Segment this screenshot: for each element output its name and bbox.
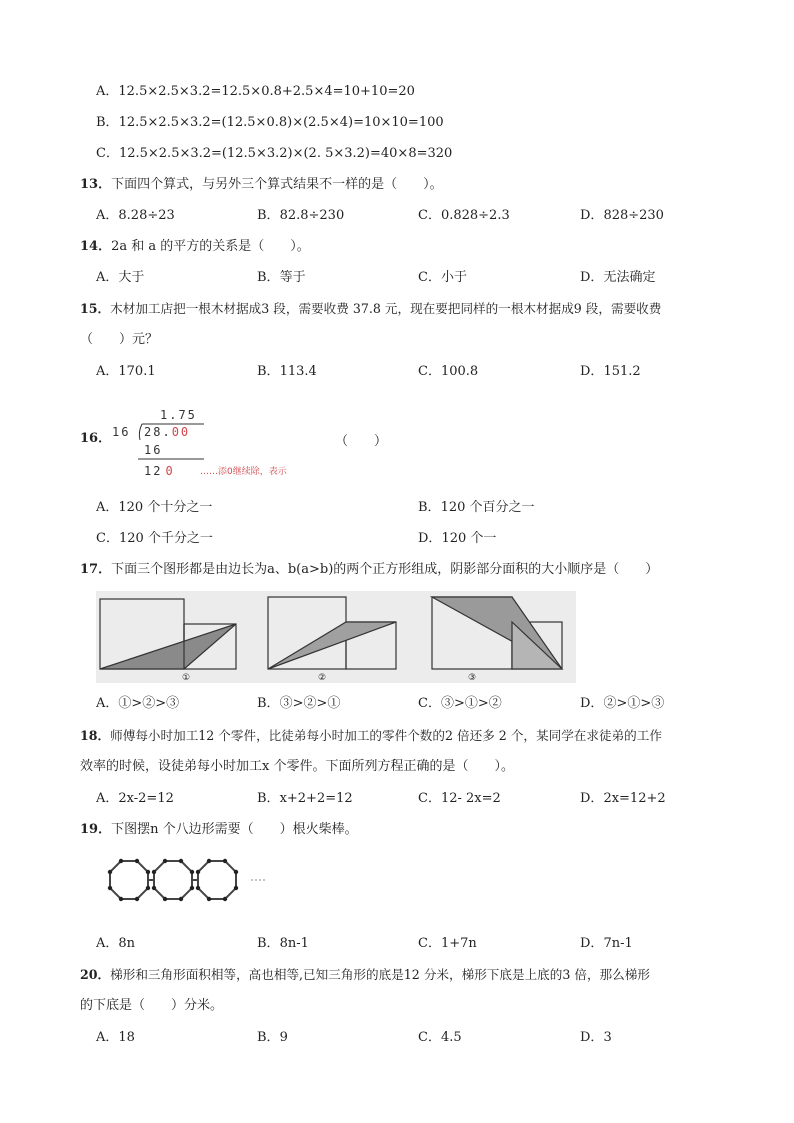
q18-option-d: D．2x=12+2: [580, 791, 666, 806]
q13-option-b: B．82.8÷230: [257, 208, 345, 223]
q15-option-b: B．113.4: [257, 364, 317, 379]
q15-stem-line1: 15．木材加工店把一根木材据成3 段，需要收费 37.8 元，现在要把同样的一根木材据成9 段，需要收费: [80, 301, 662, 316]
division-dividend-black: 28.: [144, 425, 172, 439]
q13-stem: 13．下面四个算式，与另外三个算式结果不一样的是（ ）。: [80, 177, 443, 192]
q16-option-c: C．120 个千分之一: [96, 531, 213, 546]
q17-option-d: D．②>①>③: [580, 696, 665, 711]
q13-option-c: C．0.828÷2.3: [418, 208, 510, 223]
q20-stem-line1: 20．梯形和三角形面积相等，高也相等,已知三角形的底是12 分米，梯形下底是上底的3 倍，那么梯形: [80, 967, 650, 982]
q19-stem: 19．下图摆n 个八边形需要（ ）根火柴棒。: [80, 822, 358, 837]
q19-option-c: C．1+7n: [418, 936, 477, 951]
q13-option-d: D．828÷230: [580, 208, 664, 223]
q19-option-a: A．8n: [96, 936, 136, 951]
q14-option-d: D．无法确定: [580, 270, 656, 285]
q20-option-b: B．9: [257, 1030, 288, 1045]
q16-option-d: D．120 个一: [418, 531, 497, 546]
q19-option-b: B．8n-1: [257, 936, 309, 951]
q18-option-a: A．2x-2=12: [96, 791, 174, 806]
division-dividend-red: 00: [171, 425, 191, 439]
q15-stem-line2: （ ）元？: [80, 332, 159, 347]
q13-option-a: A．8.28÷23: [96, 208, 175, 223]
q20-stem-line2: 的下底是（ ）分米。: [80, 998, 224, 1013]
q20-option-a: A．18: [96, 1030, 135, 1045]
q12-option-c: C．12.5×2.5×3.2=(12.5×3.2)×(2. 5×3.2)=40×8=320: [96, 146, 453, 161]
division-dividend: [144, 425, 190, 439]
q20-option-d: D．3: [580, 1030, 612, 1045]
q16-number: 16．: [80, 431, 112, 446]
division-quotient: 1.75: [160, 408, 197, 422]
figure-label-3: ③: [468, 673, 477, 683]
q15-option-d: D．151.2: [580, 364, 641, 379]
octagon-matchstick-figure: [100, 853, 280, 917]
figure-label-2: ②: [318, 673, 327, 683]
q18-stem-line1: 18．师傅每小时加工12 个零件，比徒弟每小时加工的零件个数的2 倍还多 2 个，某同学在求徒弟的工作: [80, 728, 662, 743]
q14-option-c: C．小于: [418, 270, 467, 285]
q17-option-a: A．①>②>③: [96, 696, 180, 711]
division-note: ……添0继续除，表示: [200, 467, 287, 477]
q15-option-a: A．170.1: [96, 364, 156, 379]
q18-option-c: C．12- 2x=2: [418, 791, 501, 806]
q14-option-b: B．等于: [257, 270, 306, 285]
long-division-figure: [104, 402, 344, 482]
q18-option-b: B．x+2+2=12: [257, 791, 353, 806]
q19-option-d: D．7n-1: [580, 936, 633, 951]
q17-option-c: C．③>①>②: [418, 696, 502, 711]
q18-stem-line2: 效率的时候，设徒弟每小时加工x 个零件。下面所列方程正确的是（ ）。: [80, 759, 514, 774]
q16-option-b: B．120 个百分之一: [418, 500, 535, 515]
division-remainder-red: 0: [165, 464, 175, 478]
division-step-1: 16: [144, 443, 163, 457]
division-divisor: 16: [112, 425, 131, 439]
q17-stem: 17．下面三个图形都是由边长为a、b(a>b)的两个正方形组成，阴影部分面积的大小顺序是（ ）: [80, 562, 659, 577]
figure-label-1: ①: [182, 673, 191, 683]
q17-option-b: B．③>②>①: [257, 696, 341, 711]
q15-option-c: C．100.8: [418, 364, 479, 379]
q20-option-c: C．4.5: [418, 1030, 462, 1045]
q16-option-a: A．120 个十分之一: [96, 500, 213, 515]
q12-option-a: A．12.5×2.5×3.2=12.5×0.8+2.5×4=10+10=20: [96, 84, 415, 99]
division-remainder: [144, 464, 175, 478]
q16-answer-bracket: （ ）: [335, 434, 388, 449]
q14-option-a: A．大于: [96, 270, 145, 285]
squares-figure: [96, 591, 576, 683]
division-remainder-black: 12: [144, 464, 163, 478]
q14-stem: 14．2a 和 a 的平方的关系是（ ）。: [80, 239, 310, 254]
q12-option-b: B．12.5×2.5×3.2=(12.5×0.8)×(2.5×4)=10×10=100: [96, 115, 444, 130]
